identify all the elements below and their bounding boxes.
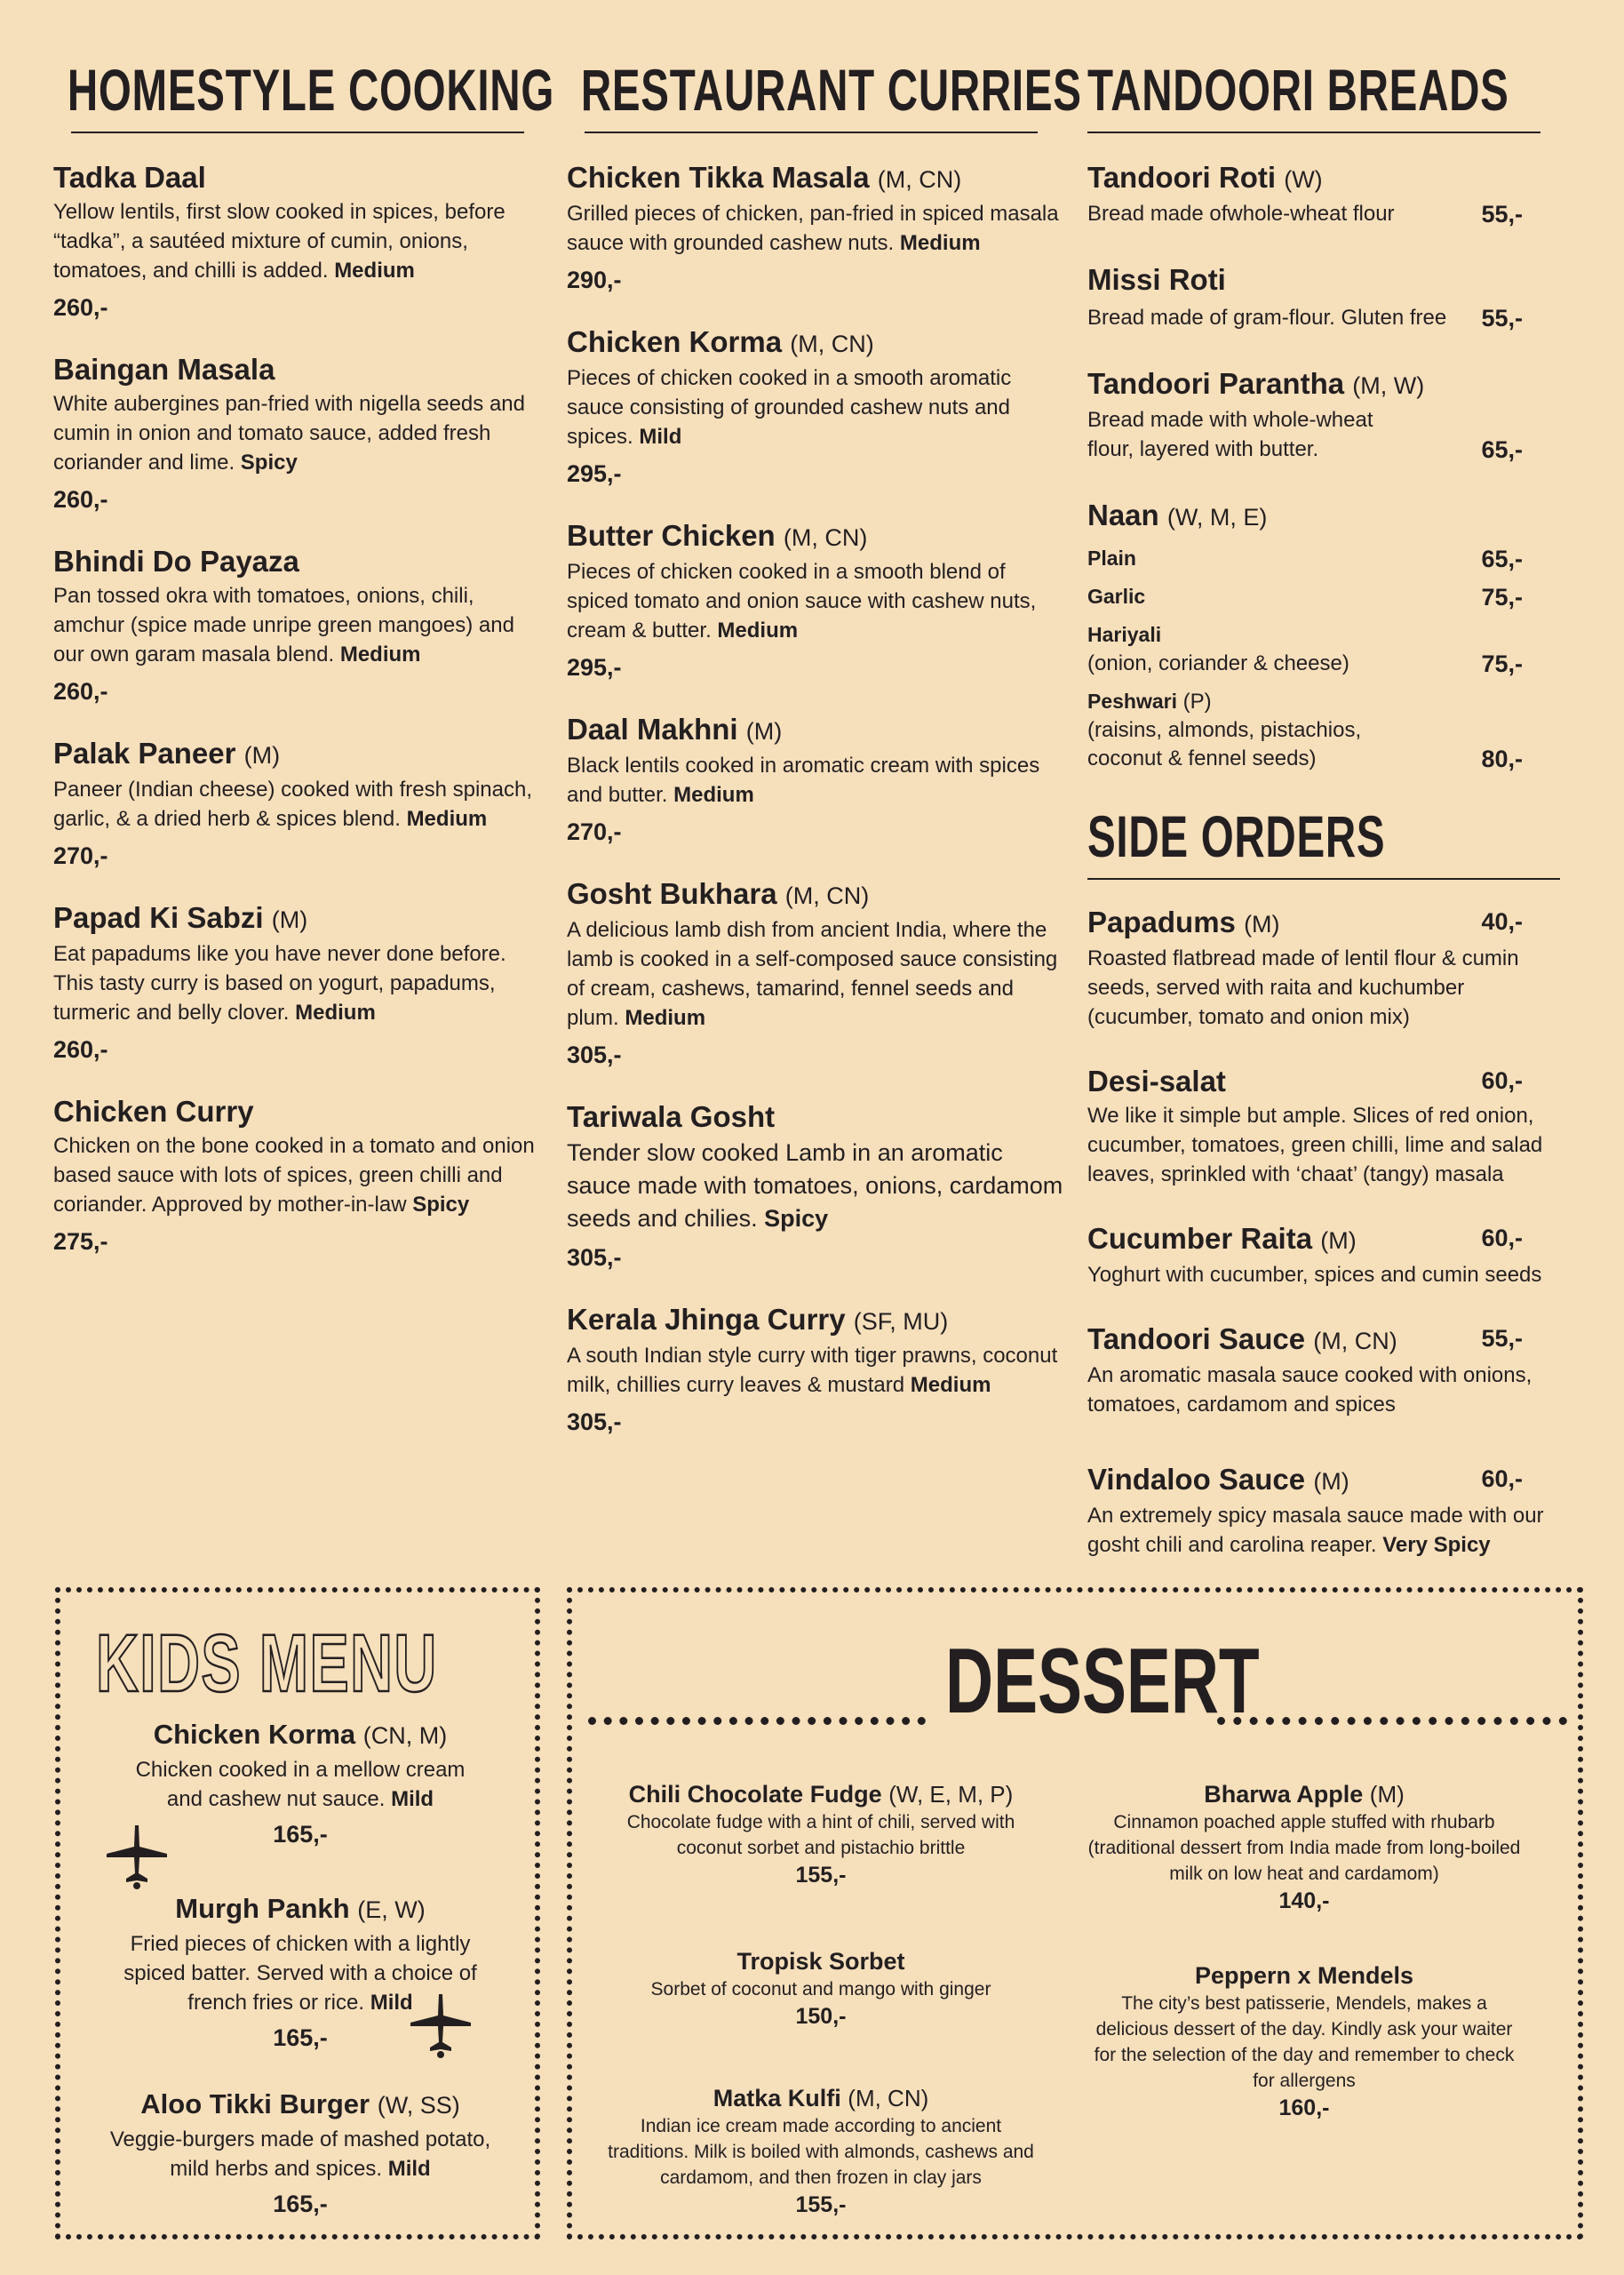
menu-item (53, 544, 551, 706)
menu-item (567, 1302, 1064, 1436)
item-desc: Roasted flatbread made of lentil flour & cumin seeds, served with raita and kuchumber (cucumber, tomato and onion mix) (1087, 946, 1519, 1029)
spice-level: Medium (910, 1373, 991, 1397)
bread-item (1087, 366, 1558, 464)
menu-item (53, 1094, 551, 1256)
side-item (1087, 1221, 1558, 1289)
spice-level: Medium (625, 1006, 706, 1030)
allergen-tags: (W, SS) (377, 2092, 460, 2119)
item-name: Daal Makhni (567, 713, 738, 746)
allergen-tags: (E, W) (357, 1896, 426, 1923)
kids-item (78, 2087, 522, 2218)
spice-level: Medium (717, 619, 799, 643)
naan-variant (1087, 687, 1558, 773)
item-name: Chili Chocolate Fudge (628, 1781, 882, 1808)
item-desc: Black lentils cooked in aromatic cream with spices and butter. (567, 754, 1040, 807)
dessert-box (567, 1587, 1583, 2239)
spice-level: Mild (391, 1787, 434, 1811)
item-price: 55,- (1481, 1325, 1523, 1352)
allergen-tags: (M, CN) (790, 331, 874, 357)
allergen-tags: (M) (745, 718, 783, 745)
item-desc: Bread made ofwhole-wheat flour (1087, 202, 1395, 226)
item-price: 155,- (795, 2192, 847, 2217)
item-price: 155,- (795, 1863, 847, 1888)
item-name: Desi-salat (1087, 1065, 1226, 1098)
item-desc: Pan tossed okra with tomatoes, onions, chili, amchur (spice made unripe green mangoes) and our own garam masala blend. (53, 584, 514, 667)
item-desc: Bread made of gram-flour. Gluten free (1087, 306, 1447, 330)
variant-name: Hariyali (1087, 623, 1162, 646)
variant-note: (raisins, almonds, pistachios, coconut & fennel seeds) (1087, 718, 1362, 770)
variant-note: (onion, coriander & cheese) (1087, 651, 1349, 675)
restaurant-section (567, 53, 1082, 1466)
spice-level: Very Spicy (1382, 1533, 1491, 1557)
variant-name: Garlic (1087, 585, 1146, 608)
item-price: 260,- (53, 678, 108, 705)
menu-item (53, 160, 551, 322)
item-price: 40,- (1481, 908, 1523, 935)
item-name: Chicken Tikka Masala (567, 161, 870, 194)
item-desc: Chicken cooked in a mellow cream and cashew nut sauce. (135, 1758, 466, 1811)
bread-item (1087, 160, 1558, 228)
dessert-item (599, 1946, 1043, 2030)
item-name: Gosht Bukhara (567, 877, 777, 910)
item-desc: Sorbet of coconut and mango with ginger (650, 1979, 991, 2000)
item-desc: Paneer (Indian cheese) cooked with fresh spinach, garlic, & a dried herb & spices blend. (53, 778, 532, 831)
spice-level: Mild (370, 1991, 413, 2015)
item-price: 150,- (795, 2004, 847, 2029)
menu-item (53, 352, 551, 514)
item-name: Baingan Masala (53, 353, 275, 386)
menu-item (567, 160, 1064, 294)
item-desc: Chocolate fudge with a hint of chili, served with coconut sorbet and pistachio brittle (626, 1812, 1015, 1858)
dotted-leader-left (588, 1717, 926, 1725)
item-price: 55,- (1481, 201, 1523, 228)
sides-divider (1087, 878, 1560, 880)
item-desc: Cinnamon poached apple stuffed with rhubarb (traditional dessert from India made from long-boiled milk on low heat and cardamom) (1087, 1812, 1521, 1884)
item-price: 140,- (1278, 1888, 1330, 1913)
item-price: 165,- (273, 2024, 328, 2051)
variant-name: Plain (1087, 547, 1136, 570)
variant-price: 75,- (1481, 584, 1523, 611)
homestyle-title: HOMESTYLE COOKING (67, 57, 555, 123)
item-name: Missi Roti (1087, 263, 1226, 296)
spice-level: Mild (387, 2157, 431, 2181)
dessert-item (1082, 1960, 1526, 2121)
item-name: Tandoori Parantha (1087, 367, 1345, 400)
item-desc: Pieces of chicken cooked in a smooth blend of spiced tomato and onion sauce with cashew nuts, cream & butter. (567, 560, 1037, 643)
item-desc: Pieces of chicken cooked in a smooth aromatic sauce consisting of grounded cashew nuts and spices. (567, 366, 1012, 449)
allergen-tags: (M, CN) (783, 524, 868, 551)
dotted-leader-right (1217, 1717, 1567, 1725)
item-name: Tandoori Sauce (1087, 1322, 1306, 1355)
allergen-tags: (M, CN) (784, 882, 870, 909)
item-price: 165,- (273, 1821, 328, 1848)
item-price: 305,- (567, 1244, 622, 1271)
item-desc: Bread made with whole-wheat flour, layered with butter. (1087, 408, 1373, 461)
item-price: 165,- (273, 2191, 328, 2217)
item-name: Tandoori Roti (1087, 161, 1277, 194)
allergen-tags: (W) (1284, 166, 1323, 193)
allergen-tags: (M, CN) (1313, 1328, 1397, 1354)
variant-price: 80,- (1481, 746, 1523, 772)
allergen-tags: (SF, MU) (853, 1308, 949, 1335)
spice-level: Spicy (764, 1205, 829, 1232)
spice-level: Mild (639, 425, 682, 449)
item-name: Tadka Daal (53, 161, 206, 194)
allergen-tags: (W, E, M, P) (888, 1781, 1014, 1808)
item-desc: Indian ice cream made according to ancient traditions. Milk is boiled with almonds, cashews and cardamom, and then frozen in clay jars (608, 2116, 1034, 2188)
item-price: 305,- (567, 1042, 622, 1068)
breads-section (1087, 53, 1558, 1592)
item-price: 260,- (53, 486, 108, 513)
item-desc: Veggie-burgers made of mashed potato, mild herbs and spices. (109, 2127, 491, 2181)
item-name: Chicken Curry (53, 1095, 254, 1128)
allergen-tags: (M) (1313, 1468, 1349, 1495)
item-name: Naan (1087, 499, 1159, 531)
item-price: 60,- (1481, 1067, 1523, 1094)
item-price: 260,- (53, 294, 108, 321)
kids-menu-box (55, 1587, 540, 2239)
item-desc: Fried pieces of chicken with a lightly spiced batter. Served with a choice of french fries or rice. (123, 1932, 477, 2015)
item-name: Chicken Korma (567, 325, 783, 358)
spice-level: Medium (406, 807, 488, 831)
item-name: Kerala Jhinga Curry (567, 1303, 846, 1336)
airplane-icon (409, 1992, 473, 2058)
item-price: 260,- (53, 1036, 108, 1063)
side-item (1087, 1064, 1558, 1189)
item-desc: A delicious lamb dish from ancient India, where the lamb is cooked in a self-composed sauce consisting of cream, cashews, tamarind, fennel seeds and plum. (567, 918, 1058, 1030)
variant-price: 75,- (1481, 651, 1523, 677)
menu-item (53, 736, 551, 870)
spice-level: Spicy (412, 1193, 470, 1217)
spice-level: Medium (673, 783, 754, 807)
item-name: Aloo Tikki Burger (140, 2088, 370, 2119)
allergen-tags: (M) (1369, 1781, 1405, 1808)
item-price: 305,- (567, 1409, 622, 1435)
item-price: 290,- (567, 267, 622, 293)
allergen-tags: (CN, M) (362, 1722, 448, 1749)
menu-item (53, 900, 551, 1064)
item-name: Bharwa Apple (1204, 1781, 1364, 1808)
item-name: Bhindi Do Payaza (53, 545, 299, 578)
spice-level: Medium (295, 1001, 376, 1025)
item-desc: White aubergines pan-fried with nigella seeds and cumin in onion and tomato sauce, added fresh coriander and lime. (53, 392, 525, 475)
item-desc: Yellow lentils, first slow cooked in spices, before “tadka”, a sautéed mixture of cumin, onions, tomatoes, and chilli is added. (53, 200, 506, 283)
item-desc: The city’s best patisserie, Mendels, makes a delicious dessert of the day. Kindly ask your waiter for the selection of the day and remember to check for allergens (1094, 1993, 1515, 2091)
item-name: Papadums (1087, 906, 1236, 938)
item-name: Papad Ki Sabzi (53, 901, 264, 934)
spice-level: Medium (339, 643, 421, 667)
menu-item (567, 324, 1064, 488)
menu-item (567, 712, 1064, 846)
item-price: 270,- (567, 818, 622, 845)
item-price: 60,- (1481, 1465, 1523, 1492)
dessert-item (599, 2083, 1043, 2218)
item-name: Chicken Korma (153, 1719, 356, 1750)
item-name: Palak Paneer (53, 737, 236, 770)
menu-item (567, 1099, 1064, 1272)
item-desc: Tender slow cooked Lamb in an aromatic sauce made with tomatoes, onions, cardamom seeds and chilies. (567, 1139, 1063, 1232)
item-name: Vindaloo Sauce (1087, 1463, 1306, 1496)
allergen-tags: (W, M, E) (1166, 504, 1268, 531)
variant-name: Peshwari (1087, 690, 1177, 713)
item-desc: We like it simple but ample. Slices of red onion, cucumber, tomatoes, green chilli, lime and salad leaves, sprinkled with ‘chaat’ (tangy) masala (1087, 1104, 1543, 1186)
item-name: Tariwala Gosht (567, 1100, 776, 1133)
item-name: Peppern x Mendels (1194, 1962, 1414, 1989)
homestyle-section (53, 53, 555, 1286)
item-desc: Yoghurt with cucumber, spices and cumin seeds (1087, 1263, 1542, 1287)
menu-item (567, 876, 1064, 1069)
menu-item (567, 518, 1064, 682)
item-price: 60,- (1481, 1225, 1523, 1251)
side-item (1087, 905, 1558, 1032)
item-price: 295,- (567, 460, 622, 487)
naan-item (1087, 498, 1558, 773)
naan-variant (1087, 620, 1558, 678)
allergen-tags: (M, CN) (848, 2085, 929, 2111)
sides-title: SIDE ORDERS (1087, 803, 1386, 869)
item-desc: Grilled pieces of chicken, pan-fried in spiced masala sauce with grounded cashew nuts. (567, 202, 1059, 255)
item-desc: Chicken on the bone cooked in a tomato and onion based sauce with lots of spices, green chilli and coriander. Approved by mother-in-law (53, 1134, 535, 1217)
restaurant-title: RESTAURANT CURRIES (580, 57, 1082, 123)
sides-section (1087, 800, 1558, 1560)
breads-divider (1087, 132, 1540, 133)
bread-item (1087, 262, 1558, 332)
allergen-tags: (M) (1244, 911, 1280, 938)
spice-level: Medium (899, 231, 981, 255)
side-item (1087, 1321, 1558, 1419)
item-desc: Eat papadums like you have never done before. This tasty curry is based on yogurt, papadums, turmeric and belly clover. (53, 942, 506, 1025)
allergen-tags: (M) (1320, 1227, 1357, 1254)
spice-level: Medium (334, 259, 415, 283)
item-name: Matka Kulfi (712, 2085, 841, 2111)
allergen-tags: (M) (243, 742, 281, 769)
item-desc: An extremely spicy masala sauce made with our gosht chili and carolina reaper. (1087, 1504, 1544, 1557)
item-price: 65,- (1481, 436, 1523, 463)
dessert-item (599, 1779, 1043, 1888)
item-price: 55,- (1481, 305, 1523, 331)
item-price: 270,- (53, 842, 108, 869)
naan-variant (1087, 544, 1558, 573)
variant-tags: (P) (1182, 690, 1212, 714)
kids-menu-title: KIDS MENU (96, 1618, 438, 1709)
airplane-icon (105, 1824, 169, 1889)
homestyle-divider (71, 132, 524, 133)
item-name: Butter Chicken (567, 519, 776, 552)
item-name: Murgh Pankh (175, 1893, 350, 1924)
allergen-tags: (M, W) (1352, 372, 1425, 399)
item-price: 160,- (1278, 2095, 1330, 2120)
side-item (1087, 1462, 1558, 1560)
spice-level: Spicy (240, 451, 298, 475)
dessert-item (1082, 1779, 1526, 1914)
allergen-tags: (M) (271, 906, 308, 933)
item-desc: A south Indian style curry with tiger prawns, coconut milk, chillies curry leaves & mustard (567, 1344, 1058, 1397)
item-desc: An aromatic masala sauce cooked with onions, tomatoes, cardamom and spices (1087, 1363, 1532, 1417)
restaurant-divider (585, 132, 1038, 133)
dessert-title: DESSERT (945, 1630, 1260, 1733)
naan-variant (1087, 582, 1558, 611)
item-name: Tropisk Sorbet (736, 1948, 905, 1975)
variant-price: 65,- (1481, 546, 1523, 572)
breads-title: TANDOORI BREADS (1087, 57, 1509, 123)
item-name: Cucumber Raita (1087, 1222, 1313, 1255)
allergen-tags: (M, CN) (877, 166, 962, 193)
item-price: 275,- (53, 1228, 108, 1255)
item-price: 295,- (567, 654, 622, 681)
